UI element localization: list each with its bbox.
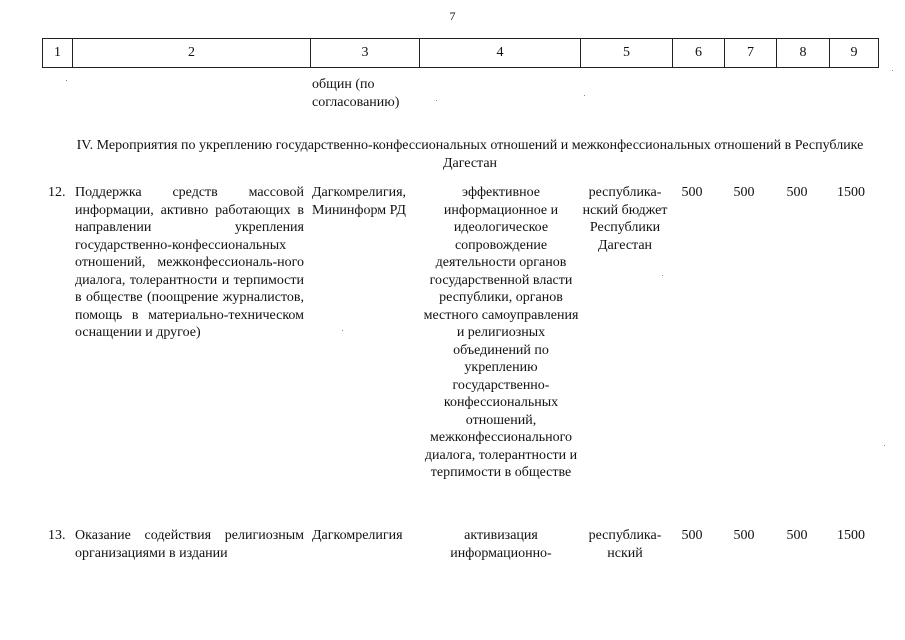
executors-text: Дагкомрелигия, Мининформ РД: [312, 185, 407, 218]
scan-speck: [436, 100, 437, 101]
scan-speck: [892, 70, 893, 71]
measure-text: Оказание содействия религиозным организациями в издании: [75, 528, 304, 561]
scan-speck: [342, 330, 343, 331]
funding-source-text: республика-нский бюджет Республики Дагестан: [582, 185, 668, 253]
amount-col9: 1500: [837, 185, 865, 200]
executor-continuation: общин (по согласованию): [312, 77, 400, 110]
column-number: 5: [581, 39, 673, 68]
executors-text: Дагкомрелигия: [312, 528, 403, 543]
row-number: 12.: [48, 185, 66, 200]
scan-speck: [662, 275, 663, 276]
funding-source-text: республика-нский: [588, 528, 662, 561]
column-number: 7: [725, 39, 777, 68]
row-number: 13.: [48, 528, 66, 543]
scan-speck: [884, 445, 885, 446]
amount-col8: 500: [786, 528, 808, 543]
column-number: 3: [311, 39, 420, 68]
column-number: 4: [420, 39, 581, 68]
column-number: 2: [73, 39, 311, 68]
amount-col6: 500: [681, 528, 703, 543]
amount-col7: 500: [733, 528, 755, 543]
column-number: 9: [830, 39, 879, 68]
column-number: 6: [673, 39, 725, 68]
amount-col8: 500: [786, 185, 808, 200]
amount-col7: 500: [733, 185, 755, 200]
column-number-header: [42, 38, 879, 68]
amount-col9: 1500: [837, 528, 865, 543]
page-number: 7: [449, 9, 456, 23]
measure-text: Поддержка средств массовой информации, активно работающих в направлении укрепления государственно-конфессиональных отношений, межконфессиональ-ного диалога, толерантности и терпимости в обществе (поощрение журналистов, помощь в материально-техническом оснащении и другое): [75, 185, 304, 340]
expected-result-text: эффективное информационное и идеологическое сопровождение деятельности органов государственной власти республики, органов местного самоуправления и религиозных объединений по укреплению государственно-конфессиональных отношений, межконфессионального диалога, толерантности и терпимости в обществе: [423, 185, 579, 480]
expected-result-text: активизация информационно-: [450, 528, 552, 561]
amount-col6: 500: [681, 185, 703, 200]
column-number: 8: [777, 39, 830, 68]
scan-speck: [584, 95, 585, 96]
section-title: IV. Мероприятия по укреплению государственно-конфессиональных отношений и межконфессиональных отношений в Республике Дагестан: [76, 138, 864, 171]
scan-speck: [66, 80, 67, 81]
column-number: 1: [43, 39, 73, 68]
